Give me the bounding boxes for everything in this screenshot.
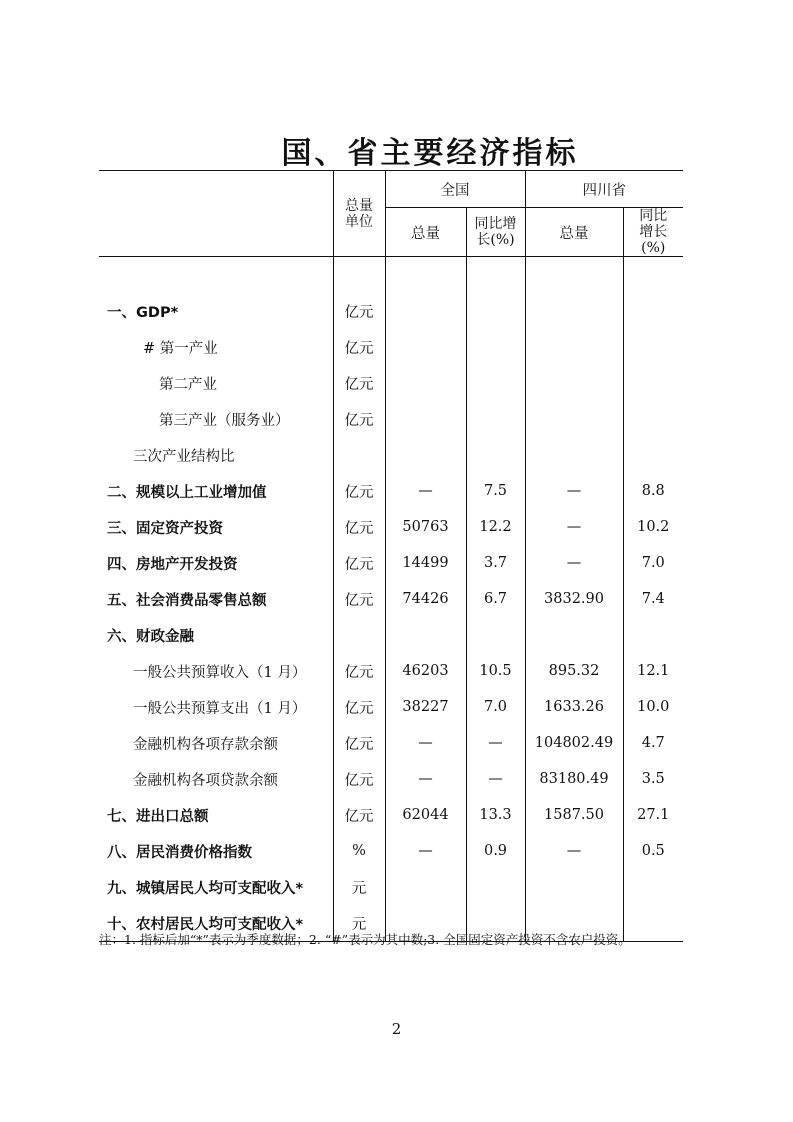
row-name: 一、GDP* xyxy=(107,304,179,321)
row-national-yoy xyxy=(466,437,525,473)
table-row xyxy=(99,725,683,761)
row-national-yoy: 13.3 xyxy=(466,797,525,833)
row-national-total: 50763 xyxy=(385,509,466,545)
row-unit xyxy=(333,437,385,473)
row-name: 二、规模以上工业增加值 xyxy=(107,484,267,501)
table-row xyxy=(99,581,683,617)
row-name: 九、城镇居民人均可支配收入* xyxy=(107,880,304,897)
row-province-yoy: 7.4 xyxy=(623,581,683,617)
row-national-total: 46203 xyxy=(385,653,466,689)
row-unit: 亿元 xyxy=(333,653,385,689)
footnote: 注：1. 指标后加“*”表示为季度数据；2. “#”表示为其中数;3. 全国固定资产投资不含农户投资。 xyxy=(99,932,631,947)
row-national-total xyxy=(385,329,466,365)
table-row xyxy=(99,797,683,833)
row-unit: 亿元 xyxy=(333,509,385,545)
row-national-yoy: 10.5 xyxy=(466,653,525,689)
row-province-total xyxy=(525,869,623,905)
row-name: # 第一产业 xyxy=(143,340,218,357)
row-unit: 亿元 xyxy=(333,581,385,617)
row-province-yoy: 10.0 xyxy=(623,689,683,725)
table-row xyxy=(99,437,683,473)
row-unit: 亿元 xyxy=(333,761,385,797)
table-row xyxy=(99,545,683,581)
table-row xyxy=(99,509,683,545)
header-spacer xyxy=(99,257,683,294)
page-title: 国、省主要经济指标 xyxy=(281,136,579,171)
row-province-yoy: 3.5 xyxy=(623,761,683,797)
row-name: 八、居民消费价格指数 xyxy=(107,844,252,861)
row-province-yoy: 4.7 xyxy=(623,725,683,761)
row-province-yoy: 8.8 xyxy=(623,473,683,509)
row-national-yoy: 0.9 xyxy=(466,833,525,869)
row-unit: 元 xyxy=(333,869,385,905)
header-national: 全国 xyxy=(385,171,525,208)
row-unit: 亿元 xyxy=(333,401,385,437)
row-national-total xyxy=(385,401,466,437)
row-national-total: — xyxy=(385,761,466,797)
row-national-total xyxy=(385,869,466,905)
header-province-total: 总量 xyxy=(525,208,623,257)
row-province-total: — xyxy=(525,473,623,509)
table-row xyxy=(99,473,683,509)
row-name: 一般公共预算支出（1 月） xyxy=(133,700,307,717)
row-national-yoy: 3.7 xyxy=(466,545,525,581)
row-name: 三次产业结构比 xyxy=(133,448,235,465)
row-national-yoy xyxy=(466,617,525,653)
row-national-total xyxy=(385,437,466,473)
row-unit: 亿元 xyxy=(333,725,385,761)
row-national-total xyxy=(385,293,466,329)
table-row xyxy=(99,761,683,797)
row-name: 金融机构各项贷款余额 xyxy=(133,772,278,789)
row-province-yoy xyxy=(623,437,683,473)
row-unit: 亿元 xyxy=(333,365,385,401)
table-row xyxy=(99,329,683,365)
row-unit: 亿元 xyxy=(333,473,385,509)
row-province-total xyxy=(525,437,623,473)
row-province-yoy xyxy=(623,617,683,653)
row-province-total xyxy=(525,617,623,653)
table-row xyxy=(99,617,683,653)
row-unit: 元 xyxy=(333,905,385,942)
row-name: 七、进出口总额 xyxy=(107,808,209,825)
row-province-yoy: 10.2 xyxy=(623,509,683,545)
row-province-total: 104802.49 xyxy=(525,725,623,761)
row-national-total: 62044 xyxy=(385,797,466,833)
header-province: 四川省 xyxy=(525,171,683,208)
table-row xyxy=(99,869,683,905)
row-province-total: 895.32 xyxy=(525,653,623,689)
row-unit: 亿元 xyxy=(333,689,385,725)
row-province-yoy: 12.1 xyxy=(623,653,683,689)
row-national-total: 74426 xyxy=(385,581,466,617)
header-national-yoy: 同比增长(%) xyxy=(466,208,525,257)
row-province-total: 3832.90 xyxy=(525,581,623,617)
row-national-total: — xyxy=(385,725,466,761)
row-national-yoy: — xyxy=(466,725,525,761)
table-row xyxy=(99,653,683,689)
row-national-yoy: 6.7 xyxy=(466,581,525,617)
row-national-yoy xyxy=(466,869,525,905)
row-unit: 亿元 xyxy=(333,293,385,329)
indicators-table xyxy=(99,170,683,942)
header-blank-cell xyxy=(99,171,333,257)
row-province-yoy xyxy=(623,869,683,905)
row-province-total: 83180.49 xyxy=(525,761,623,797)
row-province-yoy: 7.0 xyxy=(623,545,683,581)
row-province-total xyxy=(525,365,623,401)
row-name: 十、农村居民人均可支配收入* xyxy=(99,905,333,942)
row-national-yoy xyxy=(466,293,525,329)
row-province-total xyxy=(525,293,623,329)
header-unit: 总量单位 xyxy=(333,171,385,257)
row-name: 四、房地产开发投资 xyxy=(107,556,238,573)
row-province-total: — xyxy=(525,545,623,581)
row-unit: % xyxy=(333,833,385,869)
row-national-yoy: 7.5 xyxy=(466,473,525,509)
row-national-total: — xyxy=(385,473,466,509)
header-national-total: 总量 xyxy=(385,208,466,257)
row-national-total xyxy=(385,365,466,401)
row-province-yoy xyxy=(623,401,683,437)
row-name: 五、社会消费品零售总额 xyxy=(107,592,267,609)
row-province-total: — xyxy=(525,833,623,869)
row-province-total: 1587.50 xyxy=(525,797,623,833)
row-national-yoy xyxy=(466,365,525,401)
row-national-yoy: — xyxy=(466,761,525,797)
row-national-total: 38227 xyxy=(385,689,466,725)
header-province-yoy: 同比增长(%) xyxy=(623,208,683,257)
table-row xyxy=(99,833,683,869)
row-name: 六、财政金融 xyxy=(107,628,194,645)
row-national-total xyxy=(385,617,466,653)
row-province-yoy xyxy=(623,329,683,365)
row-name: 三、固定资产投资 xyxy=(107,520,223,537)
row-name: 一般公共预算收入（1 月） xyxy=(133,664,307,681)
row-national-total: 14499 xyxy=(385,545,466,581)
row-national-yoy: 7.0 xyxy=(466,689,525,725)
row-name: 第三产业（服务业） xyxy=(159,412,290,429)
table-row xyxy=(99,293,683,329)
row-province-total xyxy=(525,401,623,437)
row-name: 第二产业 xyxy=(159,376,217,393)
row-national-yoy xyxy=(466,401,525,437)
row-national-yoy xyxy=(466,329,525,365)
row-province-total: — xyxy=(525,509,623,545)
row-national-yoy: 12.2 xyxy=(466,509,525,545)
row-national-total: — xyxy=(385,833,466,869)
row-unit: 亿元 xyxy=(333,545,385,581)
row-unit xyxy=(333,617,385,653)
table-row xyxy=(99,689,683,725)
row-unit: 亿元 xyxy=(333,797,385,833)
row-name: 金融机构各项存款余额 xyxy=(133,736,278,753)
page-number: 2 xyxy=(391,1020,402,1038)
row-province-total xyxy=(525,329,623,365)
row-province-total: 1633.26 xyxy=(525,689,623,725)
table-row xyxy=(99,401,683,437)
row-province-yoy xyxy=(623,365,683,401)
row-province-yoy xyxy=(623,293,683,329)
row-unit: 亿元 xyxy=(333,329,385,365)
row-province-yoy: 27.1 xyxy=(623,797,683,833)
row-province-yoy: 0.5 xyxy=(623,833,683,869)
table-row xyxy=(99,365,683,401)
